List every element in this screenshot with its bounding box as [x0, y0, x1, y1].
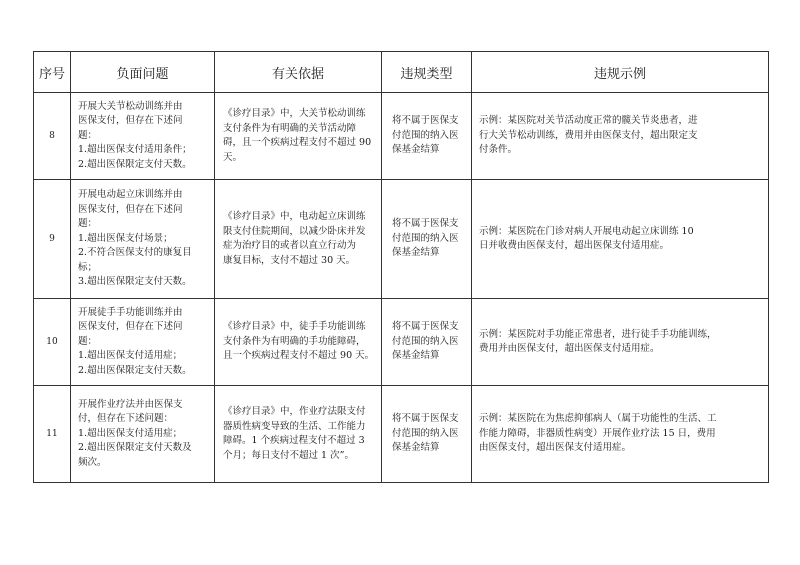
row-issue: 开展大关节松动训练并由 医保支付，但存在下述问 题： 1.超出医保支付适用条件； 2.超出医保限定支付天数。 — [78, 100, 192, 170]
row-example: 示例：某医院对关节活动度正常的髋关节炎患者，进 行大关节松动训练，费用并由医保支付，超出限定支 付条件。 — [479, 115, 698, 156]
header-basis: 有关依据 — [215, 52, 382, 93]
row-basis: 《诊疗目录》中，电动起立床训练 限支付住院期间，以减少卧床并发 症为治疗目的或者以直立行动为 康复目标，支付不超过 30 天。 — [223, 211, 366, 266]
row-type: 将不属于医保支 付范围的纳入医 保基金结算 — [392, 218, 459, 259]
header-issue: 负面问题 — [71, 52, 215, 93]
row-basis: 《诊疗目录》中，大关节松动训练 支付条件为有明确的关节活动障 碍，且一个疾病过程支付不超过 90 天。 — [223, 108, 372, 163]
table-row — [34, 93, 769, 180]
row-example: 示例：某医院对手功能正常患者，进行徒手手功能训练， 费用并由医保支付，超出医保支付适用症。 — [479, 328, 717, 354]
row-index: 9 — [34, 180, 71, 299]
row-example: 示例：某医院在为焦虑抑郁病人（属于功能性的生活、工 作能力障碍，非器质性病变）开展作业疗法 15 日，费用 由医保支付，超出医保支付适用症。 — [479, 413, 717, 454]
table-row — [34, 386, 769, 483]
header-example: 违规示例 — [472, 52, 769, 93]
row-type: 将不属于医保支 付范围的纳入医 保基金结算 — [392, 413, 459, 454]
row-basis: 《诊疗目录》中，徒手手功能训练 支付条件为有明确的手功能障碍， 且一个疾病过程支付不超过 90 天。 — [223, 321, 375, 362]
row-issue: 开展作业疗法并由医保支 付，但存在下述问题： 1.超出医保支付适用症； 2.超出医保限定支付天数及 频次。 — [78, 398, 192, 468]
row-type: 将不属于医保支 付范围的纳入医 保基金结算 — [392, 321, 459, 362]
row-type: 将不属于医保支 付范围的纳入医 保基金结算 — [392, 115, 459, 156]
table-row — [34, 299, 769, 386]
row-issue: 开展徒手手功能训练并由 医保支付，但存在下述问 题： 1.超出医保支付适用症； 2.超出医保限定支付天数。 — [78, 306, 192, 376]
row-issue: 开展电动起立床训练并由 医保支付，但存在下述问 题： 1.超出医保支付场景； 2.不符合医保支付的康复目 标； 3.超出医保限定支付天数。 — [78, 189, 192, 288]
row-example: 示例：某医院在门诊对病人开展电动起立床训练 10 日并收费由医保支付，超出医保支付适用症。 — [479, 225, 694, 251]
row-index: 10 — [34, 299, 71, 386]
row-index: 8 — [34, 93, 71, 180]
header-index: 序号 — [34, 52, 71, 93]
table-row — [34, 180, 769, 299]
table-header-row — [34, 52, 769, 93]
row-index: 11 — [34, 386, 71, 483]
header-type: 违规类型 — [382, 52, 472, 93]
row-basis: 《诊疗目录》中，作业疗法限支付 器质性病变导致的生活、工作能力 障碍。1 个疾病过程支付不超过 3 个月；每日支付不超过 1 次”。 — [223, 406, 366, 461]
violations-table — [33, 51, 769, 483]
